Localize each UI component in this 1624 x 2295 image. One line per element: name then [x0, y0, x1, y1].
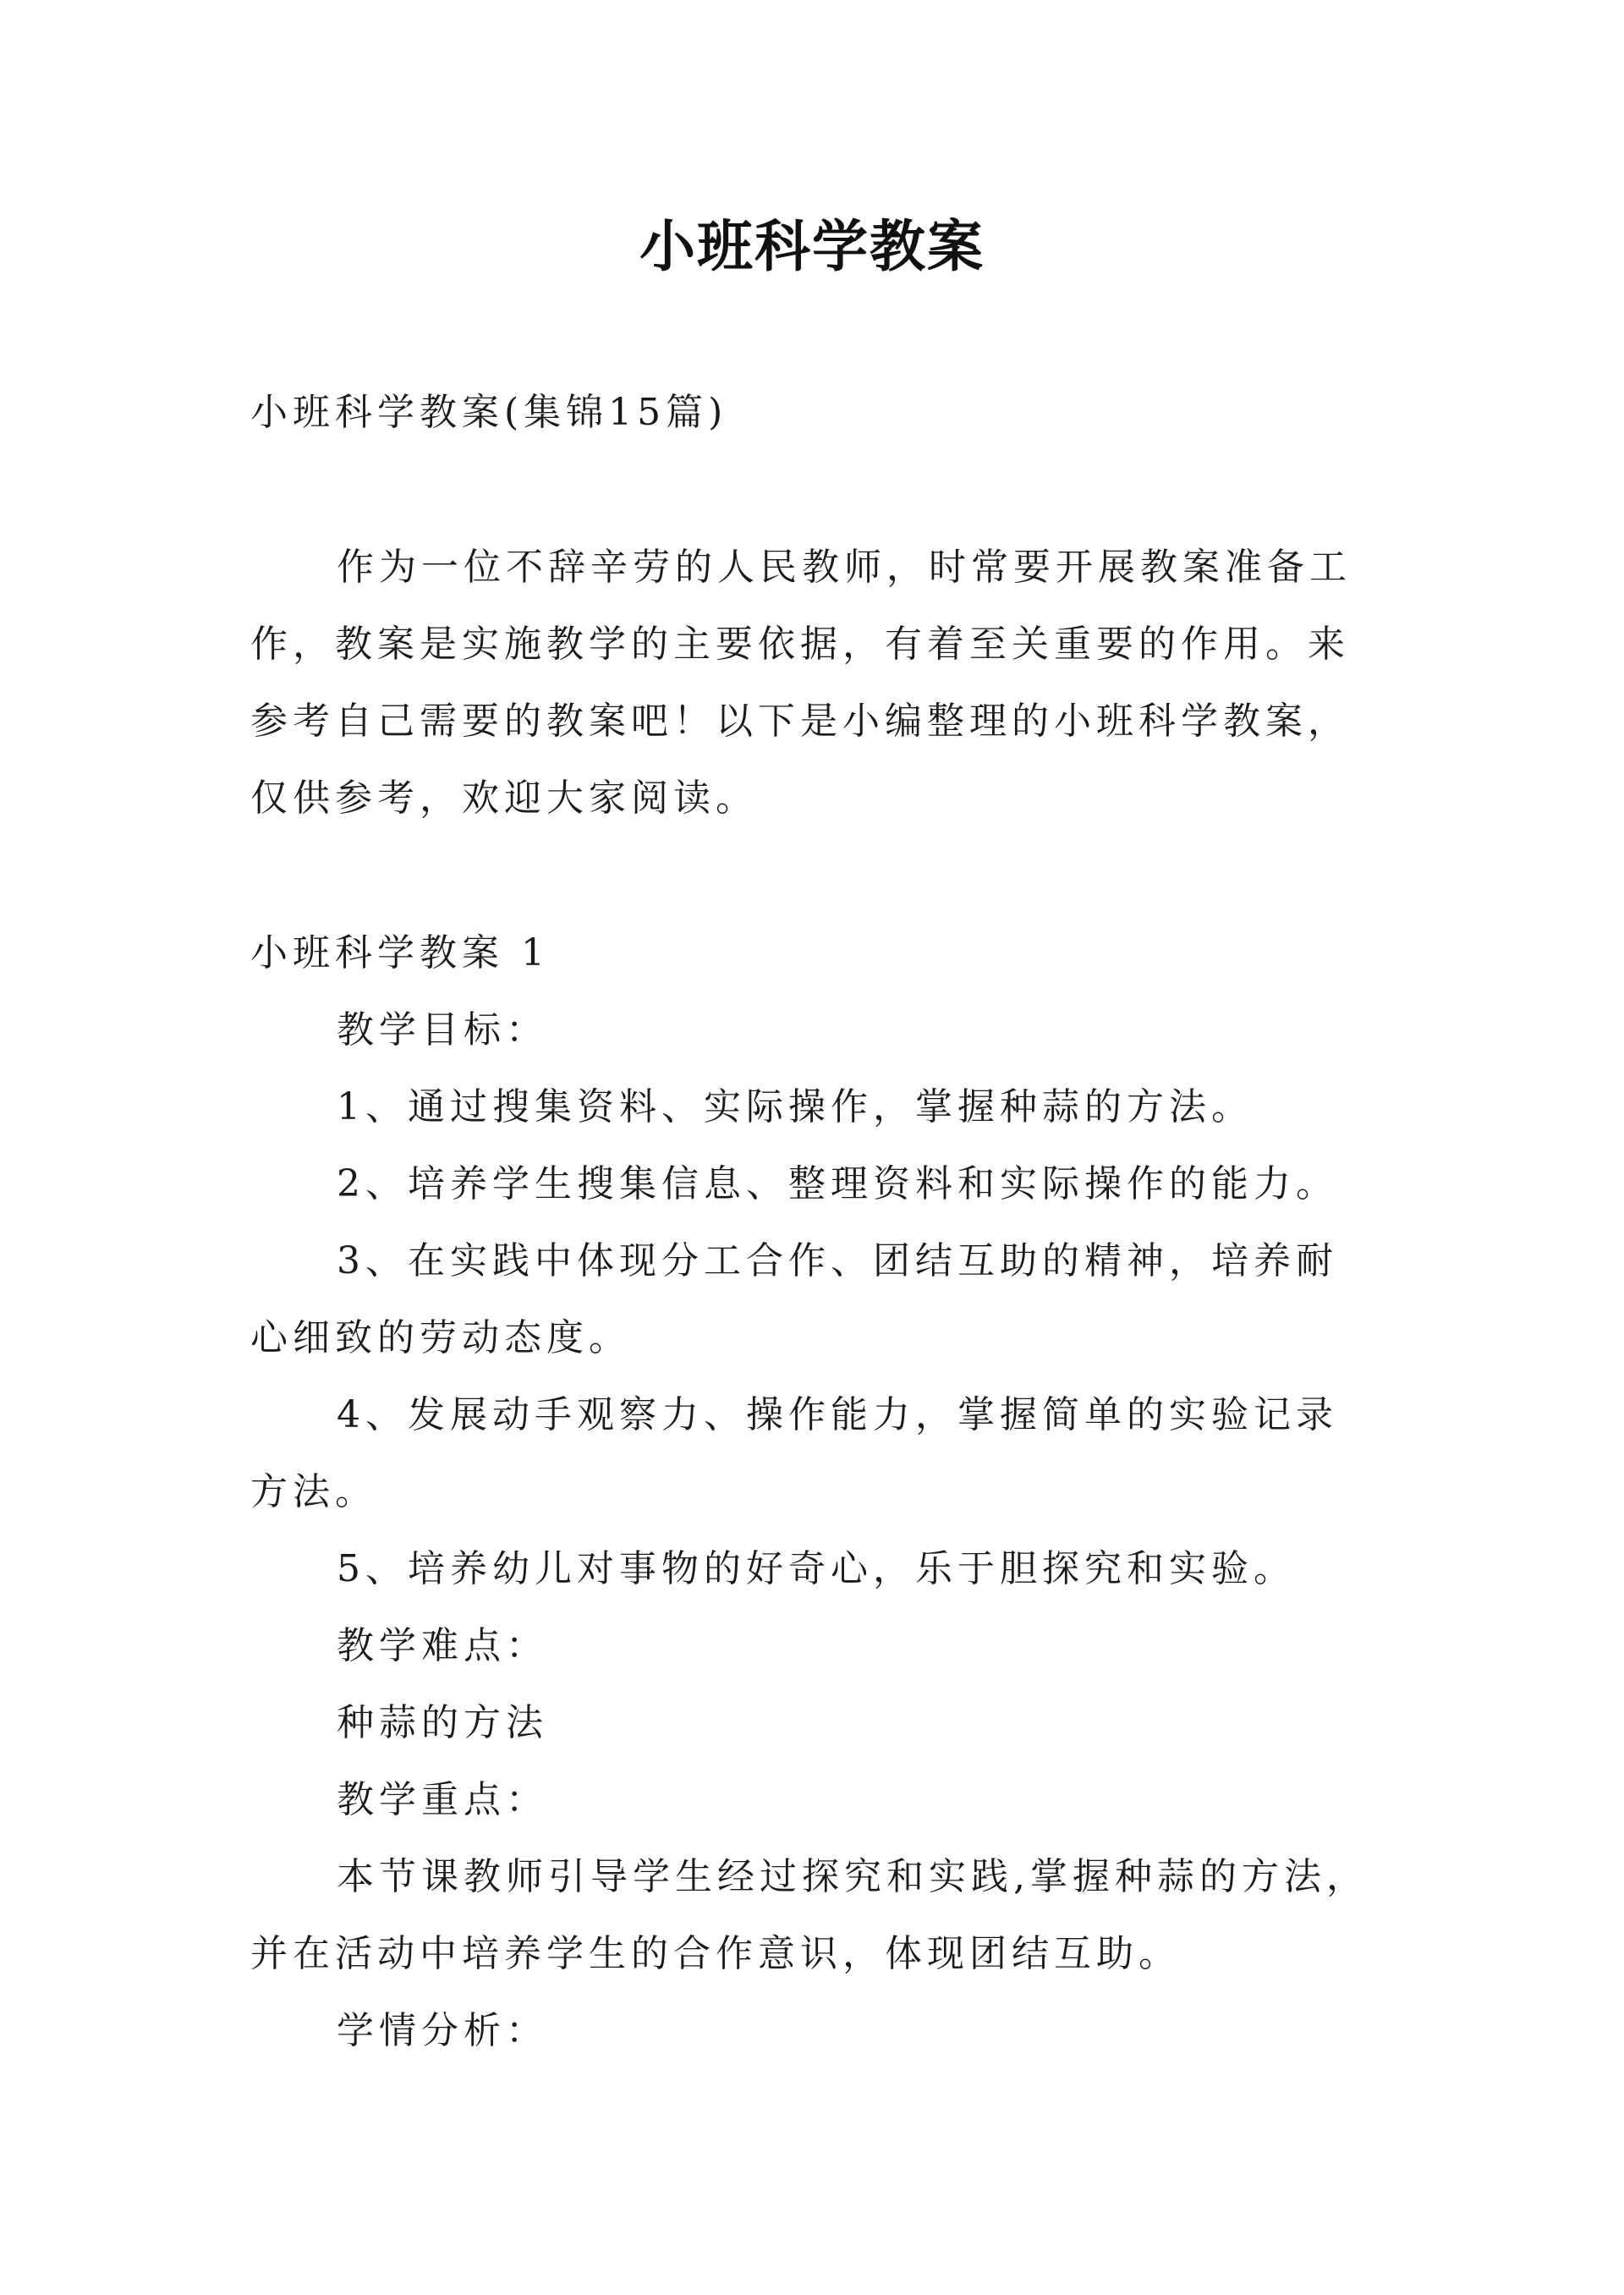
section-line: 5、培养幼儿对事物的好奇心，乐于胆探究和实验。 — [337, 1547, 1296, 1590]
intro-line: 作，教案是实施教学的主要依据，有着至关重要的作用。来 — [250, 623, 1350, 666]
section-line: 并在活动中培养学生的合作意识，体现团结互助。 — [250, 1932, 1181, 1975]
section-line: 2、培养学生搜集信息、整理资料和实际操作的能力。 — [337, 1162, 1338, 1205]
section-line: 种蒜的方法 — [337, 1701, 548, 1744]
document-subtitle: 小班科学教案(集锦15篇) — [250, 391, 728, 434]
section-line: 3、在实践中体现分工合作、团结互助的精神，培养耐 — [337, 1239, 1338, 1282]
section-line: 1、通过搜集资料、实际操作，掌握种蒜的方法。 — [337, 1085, 1254, 1128]
intro-line: 仅供参考，欢迎大家阅读。 — [250, 777, 758, 820]
section-line: 本节课教师引导学生经过探究和实践,掌握种蒜的方法， — [337, 1855, 1369, 1898]
section-line: 心细致的劳动态度。 — [250, 1316, 631, 1359]
page-title: 小班科学教案 — [639, 214, 985, 279]
intro-line: 作为一位不辞辛劳的人民教师，时常要开展教案准备工 — [337, 546, 1352, 589]
section-line: 学情分析： — [337, 2009, 548, 2052]
intro-line: 参考自己需要的教案吧！以下是小编整理的小班科学教案， — [250, 700, 1350, 743]
section-line: 教学目标： — [337, 1008, 548, 1051]
section-line: 方法。 — [250, 1470, 377, 1513]
section-line: 教学难点： — [337, 1624, 548, 1667]
section-line: 4、发展动手观察力、操作能力，掌握简单的实验记录 — [337, 1393, 1338, 1436]
section-line: 教学重点： — [337, 1778, 548, 1821]
section-heading: 小班科学教案 1 — [250, 931, 550, 975]
